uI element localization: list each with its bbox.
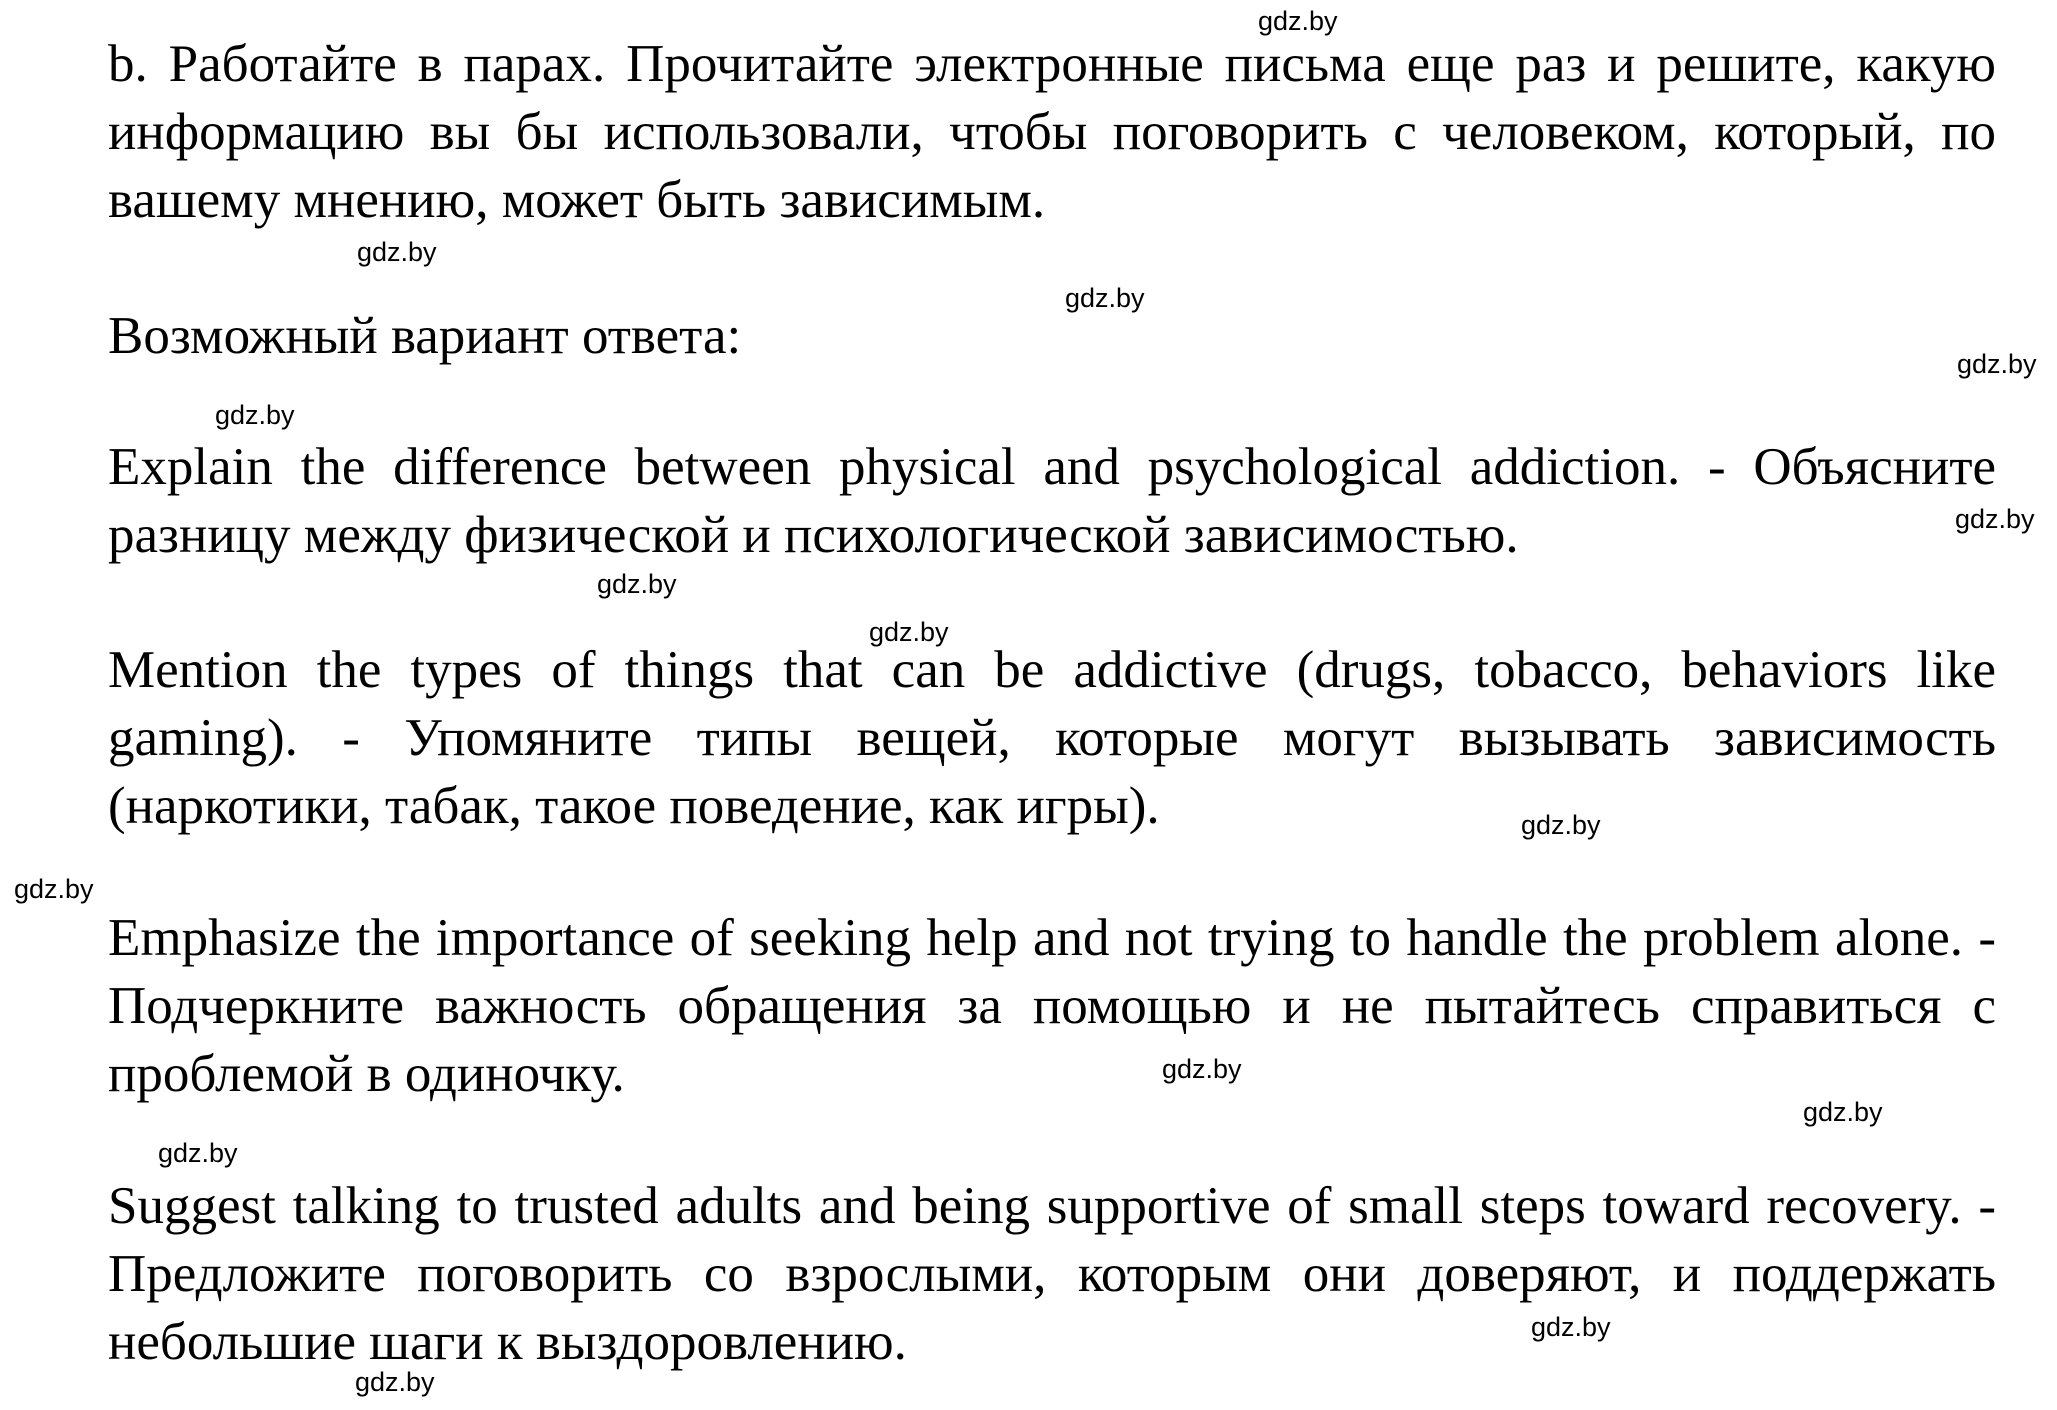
answer-heading: Возможный вариант ответа: bbox=[108, 307, 742, 365]
answer-item-physical-psychological: Explain the difference between physical and psychological addiction. - Объясните разницу между физической и психологической зависимостью. bbox=[108, 438, 1996, 564]
watermark: gdz.by bbox=[1065, 283, 1145, 313]
watermark: gdz.by bbox=[597, 569, 677, 599]
watermark: gdz.by bbox=[158, 1138, 238, 1168]
watermark: gdz.by bbox=[357, 237, 437, 267]
answer-item-seeking-help: Emphasize the importance of seeking help and not trying to handle the problem alone. - Подчеркните важность обращения за помощью и не пытайтесь справиться с проблемой в одиночку. bbox=[108, 909, 1996, 1103]
watermark: gdz.by bbox=[1803, 1097, 1883, 1127]
answer-item-addictive-things: Mention the types of things that can be addictive (drugs, tobacco, behaviors like gaming). - Упомяните типы вещей, которые могут вызывать зависимость (наркотики, табак, такое поведение, как игры). bbox=[108, 641, 1996, 835]
watermark: gdz.by bbox=[1955, 504, 2035, 534]
watermark: gdz.by bbox=[355, 1367, 435, 1397]
watermark: gdz.by bbox=[1531, 1312, 1611, 1342]
watermark: gdz.by bbox=[215, 400, 295, 430]
watermark: gdz.by bbox=[14, 874, 94, 904]
task-paragraph: b. Работайте в парах. Прочитайте электронные письма еще раз и решите, какую информацию вы бы использовали, чтобы поговорить с человеком, который, по вашему мнению, может быть зависимым. bbox=[108, 35, 1996, 229]
watermark: gdz.by bbox=[1258, 6, 1338, 36]
watermark: gdz.by bbox=[1521, 810, 1601, 840]
watermark: gdz.by bbox=[869, 617, 949, 647]
watermark: gdz.by bbox=[1162, 1054, 1242, 1084]
answer-item-trusted-adults: Suggest talking to trusted adults and being supportive of small steps toward recovery. - Предложите поговорить со взрослыми, которым они доверяют, и поддержать небольшие шаги к выздоровлению. bbox=[108, 1177, 1996, 1371]
watermark: gdz.by bbox=[1957, 349, 2037, 379]
